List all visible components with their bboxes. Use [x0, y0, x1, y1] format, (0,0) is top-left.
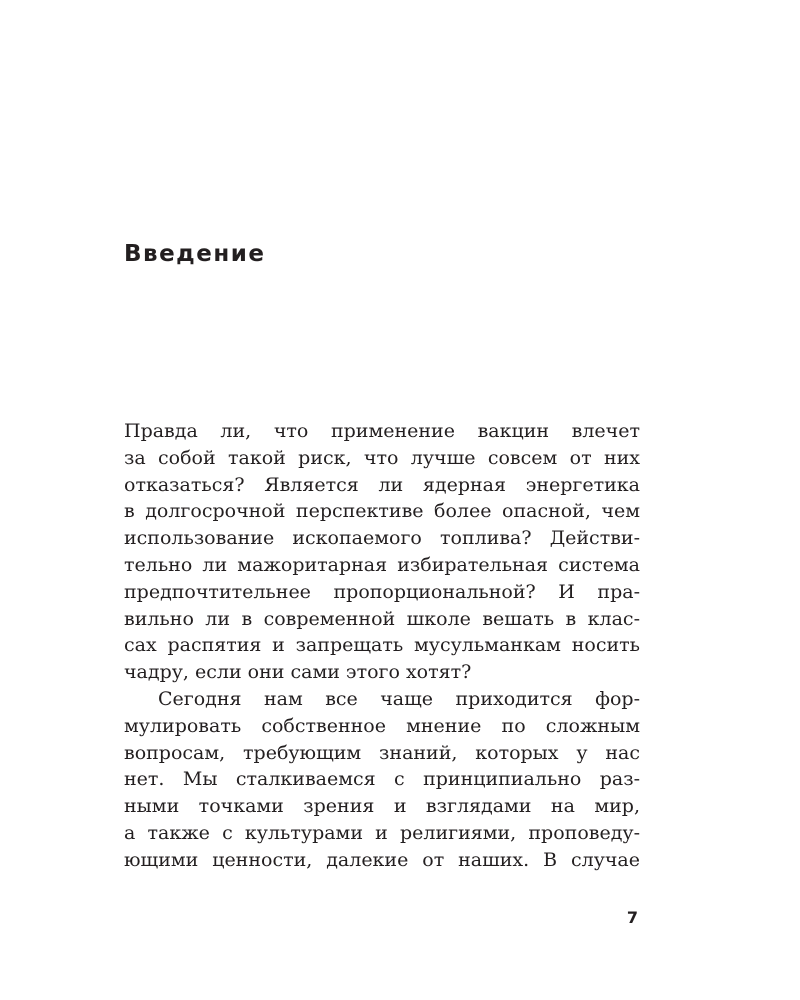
text-line: мулировать собственное мнение по сложным — [124, 714, 640, 737]
text-line: вопросам, требующим знаний, которых у нас — [124, 741, 640, 764]
text-line: за собой такой риск, что лучше совсем от них — [124, 446, 640, 469]
text-line: ющими ценности, далекие от наших. В случае — [124, 848, 640, 871]
text-line: вильно ли в современной школе вешать в клас- — [124, 607, 640, 630]
text-line: Правда ли, что применение вакцин влечет — [124, 420, 640, 442]
body-text — [124, 418, 640, 874]
text-line: ными точками зрения и взглядами на мир, — [124, 795, 640, 818]
text-line: сах распятия и запрещать мусульманкам носить — [124, 634, 640, 657]
text-line: тельно ли мажоритарная избирательная система — [124, 553, 640, 576]
text-line: а также с культурами и религиями, проповеду- — [124, 821, 640, 844]
text-line: отказаться? Является ли ядерная энергетика — [124, 473, 640, 496]
text-line: нет. Мы сталкиваемся с принципиально раз- — [124, 768, 640, 791]
chapter-title: Введение — [124, 241, 266, 267]
text-line: использование ископаемого топлива? Действи- — [124, 527, 640, 550]
text-line: предпочтительнее пропорциональной? И пра- — [124, 580, 640, 603]
paragraph-1 — [124, 418, 640, 686]
text-line: чадру, если они сами этого хотят? — [124, 661, 472, 684]
text-line: Сегодня нам все чаще приходится фор- — [158, 687, 640, 710]
page-number: 7 — [626, 908, 638, 927]
text-line: в долгосрочной перспективе более опасной, чем — [124, 500, 640, 523]
paragraph-2 — [124, 686, 640, 874]
